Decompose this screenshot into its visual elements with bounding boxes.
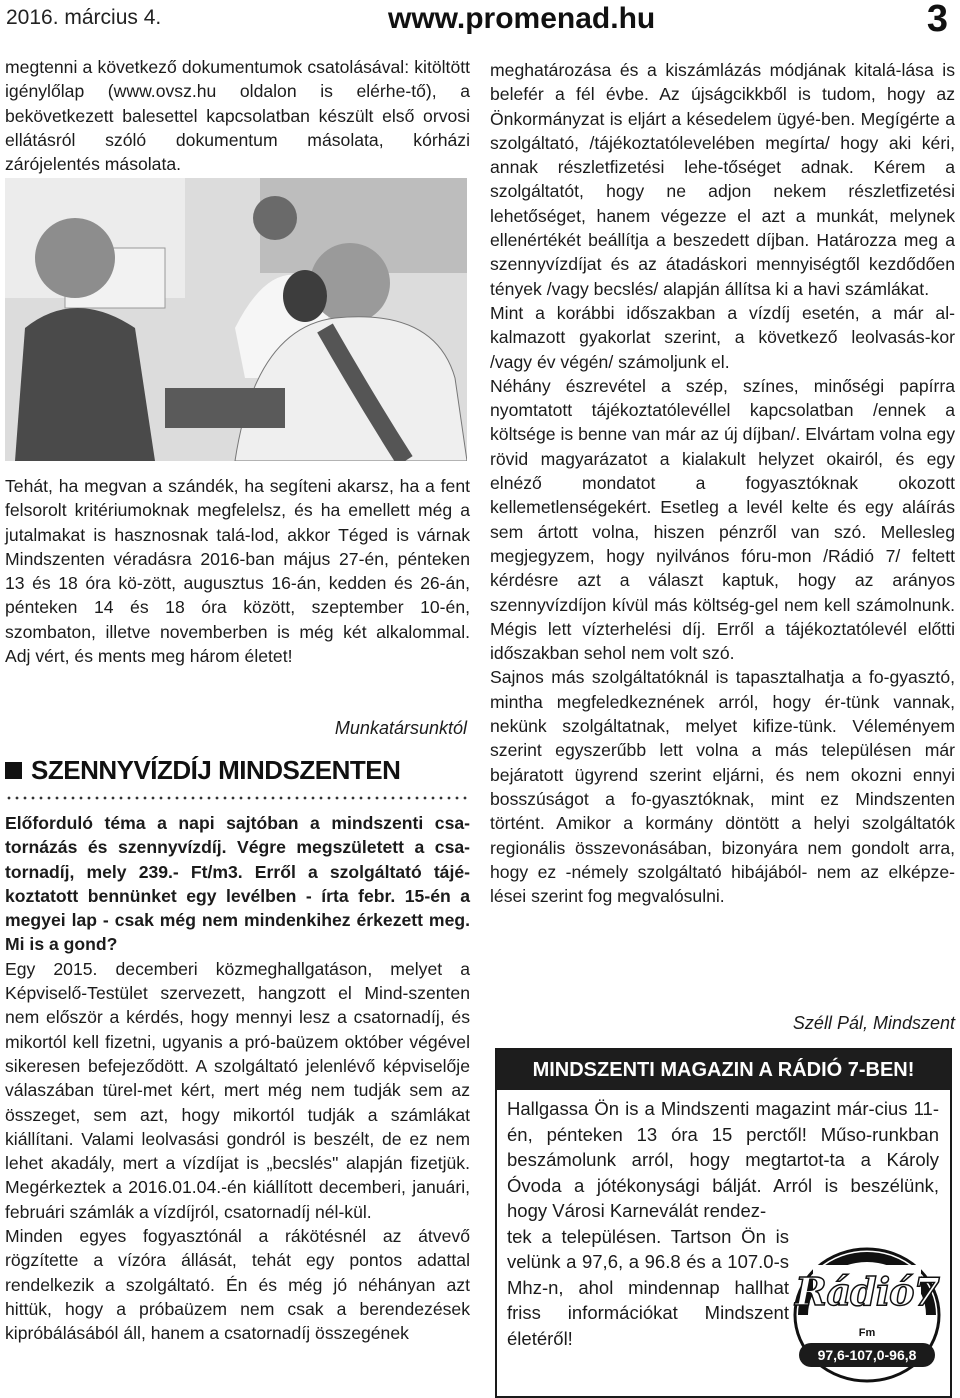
radio7-logo-fm: Fm xyxy=(858,1327,876,1339)
intro-paragraph: megtenni a következő dokumentumok csatolásával: kitöltött igénylőlap (www.ovsz.hu oldalon is elérhe-tő), a bekövetkezett balesettel kapcsolatban készült első orvosi ellátásról szóló dokumentum másolata, kórházi zárójelentés másolata. xyxy=(5,57,470,175)
section-bullet-icon xyxy=(5,762,22,779)
article-signature: Széll Pál, Mindszent xyxy=(792,1013,955,1033)
website-url[interactable]: www.promenad.hu xyxy=(388,2,656,35)
box-title: MINDSZENTI MAGAZIN A RÁDIÓ 7-BEN! xyxy=(497,1050,950,1090)
section-heading xyxy=(5,755,470,789)
radio-announcement-box xyxy=(495,1048,952,1398)
article-paragraph: Minden egyes fogyasztónál a rákötésnél az átvevő rögzítette a vízóra állását, tehát egy pontos adattal rendelkezik a szolgáltató. Én és még jó néhányan azt hittük, hogy a próbaüzem nem csak a berendezések kipróbálásából áll, hanem a csatornadíj összegének xyxy=(5,1226,470,1344)
article-paragraph: Egy 2015. decemberi közmeghallgatáson, melyet a Képviselő-Testület szervezett, hangzott el Mind-szenten nem először a kérdés, hogy mennyi lesz a csatornadíj, és mikortól kell fizetni, ugyanis a pró-baüzem október végével sikeresen befejeződött. A szolgáltató jelenlévő képviselője válaszában türel-met kért, mert még nem tudják sem az összeget, sem azt, hogy mikortól tudják a számlákat kiállítani. Valami leolvasási gondról is beszélt, de ez nem lehet akadály, mert a vízdíjat is „becslés" alapján fizetjük. Megérkeztek a 2016.01.04.-én kiállított decemberi, januári, februári számlák a vízdíjról, csatornadíj nél-kül. xyxy=(5,958,470,1222)
page-number: 3 xyxy=(926,0,948,40)
article-paragraph: Néhány észrevétel a szép, színes, minőségi papírra nyomtatott tájékoztatólevéllel kapcsolatban /ennek a költsége is benne van már az új díjban/. Elvártam volna egy rövid magyarázatot a kialakult helyzet okairól, és egy elnéző mondatot a fogyasztóknak okozott kellemetlenségekért. Esetleg a levél kelte és egy aláírás sem ártott volna, hiszen pénzről van szó. Mellesleg megjegyzem, hogy nyilvános fóru-mon /Rádió 7/ feltett kérdésre azt a választ kaptuk, hogy az arányos szennyvízdíjon kívül más költség-gel nem kell számolnunk. Mégis lett vízterhelési díj. Erről a tájékoztatólevél előtti időszakban sehol nem volt szó. xyxy=(490,375,955,664)
article-body-right xyxy=(490,58,955,908)
blood-donation-photo xyxy=(5,178,467,461)
radio7-logo-frequencies: 97,6-107,0-96,8 xyxy=(799,1343,935,1367)
dotted-divider xyxy=(5,796,467,800)
page-header xyxy=(0,0,960,44)
article-paragraph: Sajnos más szolgáltatóknál is tapasztalhatja a fo-gyasztó, mintha megfeledkeznének arról, hogy ér-tünk vannak, nekünk szolgáltatnak, melyet kifize-tünk. Véleményem szerint egyszerűbb lett volna a más településen már bejáratott ügyrend szerint eljárni, és nem okozni ennyi bosszúságot a fo-gyasztóknak, mint ez Mindszenten történt. Amikor a kormány döntött a helyi szolgáltatók regionális összevonásában, bizonyára nem gondolt arra, hogy ez -némely szolgáltató hibájából- nem az elképze-lései szerint fog megvalósulni. xyxy=(490,667,955,907)
article-credit: Munkatársunktól xyxy=(334,718,467,738)
issue-date: 2016. március 4. xyxy=(6,6,162,29)
article-paragraph: Mint a korábbi időszakban a vízdíj esetén, a már al-kalmazott gyakorlat szerint, a következő leolvasás-kor /vagy év végén/ számoljunk el. xyxy=(490,302,955,372)
article-body-left xyxy=(5,811,470,1346)
box-paragraph-continued: tek a településen. Tartson Ön is velünk a 97,6, a 96.8 és a 107.0-s Mhz-n, ahol mindennap hallhat friss információkat Mindszent életéről! xyxy=(507,1225,789,1349)
photo-illustration xyxy=(5,178,467,461)
box-paragraph: Hallgassa Ön is a Mindszenti magazint már-cius 11-én, pénteken 13 óra 15 perctől! Műso-runkban beszámolunk arról, hogy megtartot-ta a Károly Óvoda a jótékonysági bálját. Arról is beszélünk, hogy Városi Karneválát rendez- xyxy=(507,1098,939,1221)
left-column-blood-donation xyxy=(5,474,470,668)
section-title: SZENNYVÍZDÍJ MINDSZENTEN xyxy=(31,755,401,785)
article-paragraph: meghatározása és a kiszámlázás módjának kitalá-lása is belefér a fél évbe. Az újságcikkből is tudom, hogy az Önkormányzat is eljárt a késedelem ügyé-ben. Megígérte a szolgáltató, /tájékoztatólevelében megírta/ hogy aki kéri, annak részletfizetési lehe-tőséget adnak. Kérem a szolgáltatót, hogy ne adjon nekem részletfizetési lehetőséget, hanem végezze el azt a munkát, melynek ellenértékét beállítja a beszedett díjban. Határozza meg a szennyvízdíjat és az átadáskori mennyiségtől kezdődően tények /vagy becslés/ alapján állítsa ki a havi számlákat. xyxy=(490,60,955,299)
left-column-intro xyxy=(5,55,470,176)
radio7-logo xyxy=(793,1245,941,1385)
blood-donation-paragraph: Tehát, ha megvan a szándék, ha segíteni akarsz, ha a fent felsorolt kritériumoknak megfelelsz, és ha emellett még a jutalmakat is hasznosnak talá-lod, akkor Téged is várnak Mindszenten véradásra 2016-ban május 27-én, pénteken 13 és 18 óra kö-zött, augusztus 16-án, kedden és 26-án, pénteken 14 és 18 óra között, szeptember 10-én, szombaton, illetve novemberben is még két alkalommal. Adj vért, és ments meg három életet! xyxy=(5,476,470,667)
article-lead: Előforduló téma a napi sajtóban a mindszenti csa-tornázás és szennyvízdíj. Végre megszületett a csa-tornadíj, mely 239.- Ft/m3. Erről a szolgáltató tájé-koztatott bennünket egy levélben - írta febr. 15-én a megyei lap - csak még nem mindenkihez érkezett meg. Mi is a gond? xyxy=(5,813,470,955)
radio7-logo-word: Rádió7 xyxy=(795,1269,939,1314)
